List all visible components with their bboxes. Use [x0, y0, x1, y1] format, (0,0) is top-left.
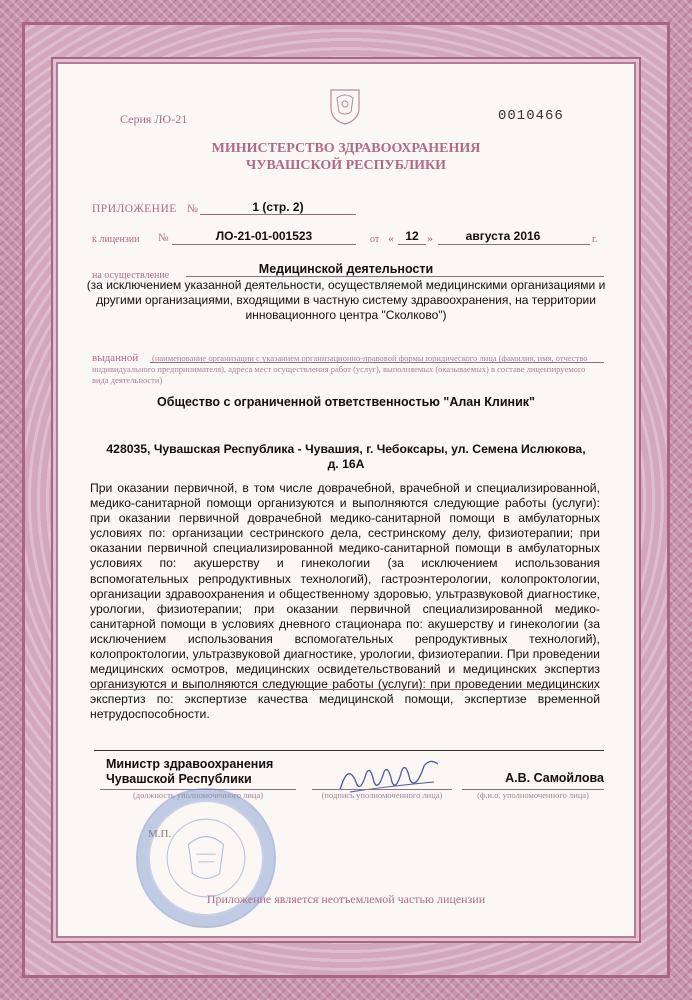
license-date-underline [438, 244, 590, 245]
activity-underline [186, 276, 604, 277]
stamp-label: М.П. [148, 828, 172, 840]
ministry-line2: ЧУВАШСКОЙ РЕСПУБЛИКИ [245, 158, 447, 173]
license-from-label: от [370, 234, 380, 245]
activity-description: (за исключением указанной деятельности, осуществляемой медицинскими организациями и другими организациями, входящими в частную систему здравоохранения, на территории инновационного центра "Сколково") [86, 278, 606, 322]
signature-top-rule [94, 750, 604, 751]
issued-label: выданной [92, 352, 139, 364]
series-label: Серия ЛО-21 [120, 112, 188, 126]
signatory-position [106, 757, 273, 787]
caption-name: (ф.и.о. уполномоченного лица) [477, 790, 589, 800]
coat-of-arms-icon [327, 86, 363, 126]
position-line1: Министр здравоохранения [106, 757, 274, 771]
appendix-no-sign: № [187, 203, 198, 215]
license-number: ЛО-21-01-001523 [215, 229, 313, 243]
appendix-underline [200, 214, 356, 215]
license-no-sign: № [158, 232, 169, 244]
issued-caption: (наименование организации с указанием организационно-правовой формы юридического лица (фамилия, имя, отчество индивидуального предпринимателя), адреса мест осуществления работ (услуг), выполняемых (оказываемых) в составе лицензируемого вида деятельности) [92, 353, 588, 385]
signatory-name: А.В. Самойлова [505, 771, 604, 785]
license-label: к лицензии [92, 234, 140, 245]
services-text: При оказании первичной, в том числе доврачебной, врачебной и специализированной, медико-санитарной помощи организуются и выполняются следующие работы (услуги): при оказании первичной доврачебной медико-санитарной помощи в амбулаторных условиях по: организации сестринского дела, сестринскому делу, физиотерапии; при оказании первичной специализированной медико-санитарной помощи в амбулаторных условиях по: акушерству и гинекологии (за исключением использования вспомогательных репродуктивных технологий), гастроэнтерологии, колопроктологии, организации здравоохранения и общественному здоровью, ультразвуковой диагностике, урологии, физиотерапии; при оказании первичной специализированной медико-санитарной помощи в условиях дневного стационара по: акушерству и гинекологии (за исключением использования вспомогательных репродуктивных технологий), колопроктологии, ультразвуковой диагностике, урологии, физиотерапии. При проведении медицинских осмотров, медицинских освидетельствований и медицинских экспертиз организуются и выполняются следующие работы (услуги): при проведении медицинских экспертиз по: экспертизе качества медицинской помощи, экспертизе временной нетрудоспособности. [90, 481, 600, 722]
position-line2: Чувашской Республики [106, 772, 252, 786]
ministry-title [0, 140, 692, 174]
address-line1: 428035, Чувашская Республика - Чувашия, г. Чебоксары, ул. Семена Ислюкова, [106, 442, 586, 456]
license-number-underline [172, 244, 356, 245]
license-day-underline [398, 244, 426, 245]
appendix-value: 1 (стр. 2) [252, 200, 304, 214]
organization-address [0, 442, 692, 472]
activity-label: на осуществление [92, 270, 170, 281]
form-number: 0010466 [498, 108, 564, 124]
license-day: 12 [405, 229, 419, 243]
footer-note: Приложение является неотъемлемой частью лицензии [206, 892, 486, 906]
license-year-suffix: г. [592, 234, 598, 245]
license-quote-close: » [427, 231, 433, 245]
caption-position: (должность уполномоченного лица) [132, 790, 264, 800]
activity-title: Медицинской деятельности [258, 262, 434, 276]
license-quote-open: « [388, 231, 394, 245]
organization-name: Общество с ограниченной ответственностью "Алан Клиник" [157, 395, 535, 409]
official-seal-stamp [136, 788, 276, 928]
ministry-line1: МИНИСТЕРСТВО ЗДРАВООХРАНЕНИЯ [211, 141, 481, 156]
services-end-rule [90, 689, 596, 690]
license-month-year: августа 2016 [465, 229, 541, 243]
caption-signature: (подпись уполномоченного лица) [321, 790, 443, 800]
address-line2: д. 16А [327, 457, 365, 471]
appendix-label: ПРИЛОЖЕНИЕ [92, 203, 177, 215]
